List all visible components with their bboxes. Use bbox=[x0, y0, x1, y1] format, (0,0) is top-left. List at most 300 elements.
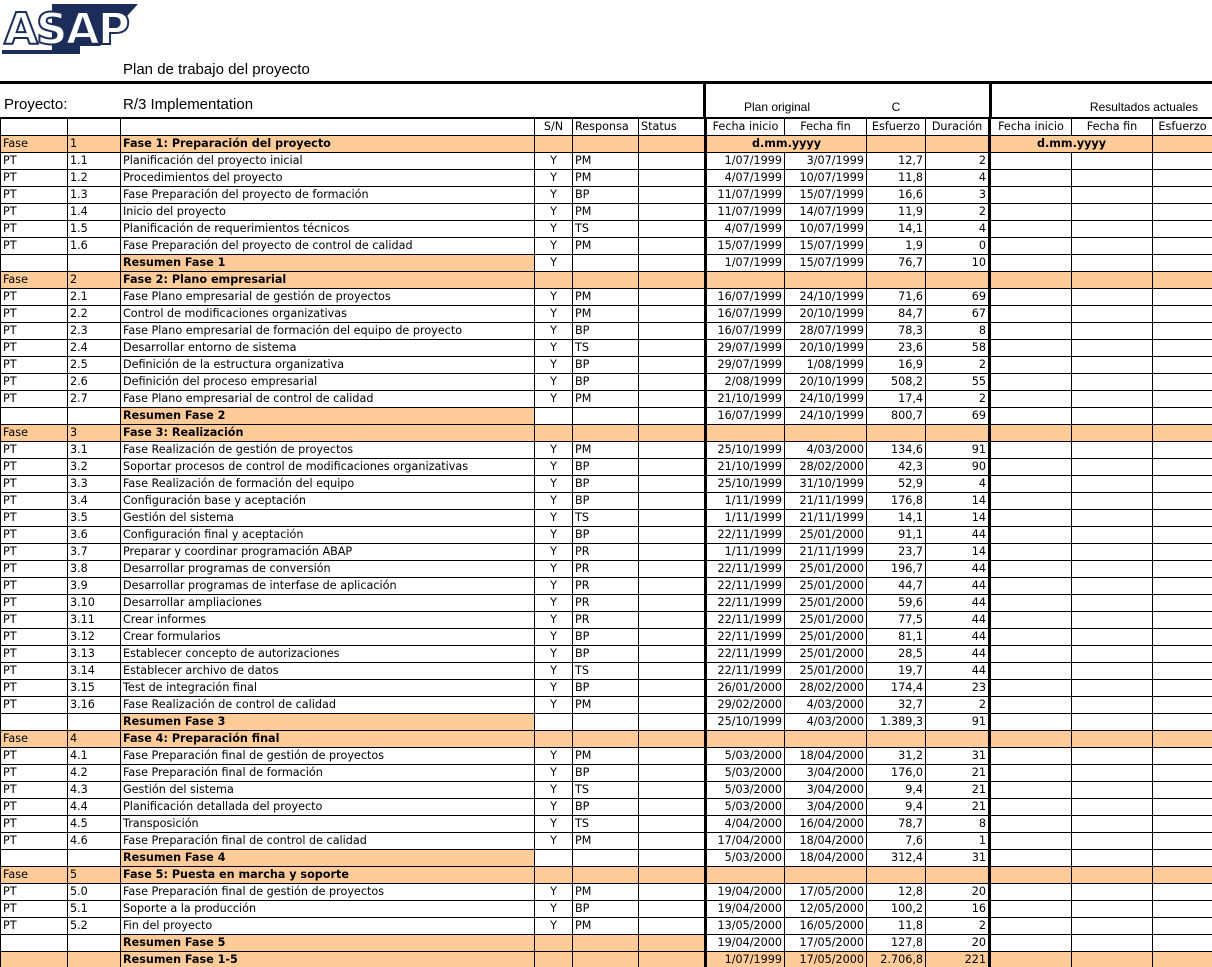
row-sn: Y bbox=[535, 884, 573, 901]
row-duration: 55 bbox=[926, 374, 990, 391]
row-actual-effort bbox=[1153, 816, 1212, 833]
row-end: 20/10/1999 bbox=[785, 306, 867, 323]
task-row bbox=[1, 782, 1212, 799]
row-start: 21/10/1999 bbox=[706, 391, 785, 408]
row-start: 26/01/2000 bbox=[706, 680, 785, 697]
row-responsible: BP bbox=[573, 187, 639, 204]
row-actual-start bbox=[990, 782, 1072, 799]
row-actual-start bbox=[990, 238, 1072, 255]
row-start: 11/07/1999 bbox=[706, 204, 785, 221]
row-id: 4 bbox=[68, 731, 121, 748]
row-actual-start bbox=[990, 340, 1072, 357]
row-actual-start bbox=[990, 510, 1072, 527]
row-actual-end bbox=[1072, 374, 1153, 391]
row-end: 24/10/1999 bbox=[785, 408, 867, 425]
results-actual-label: Resultados actuales bbox=[1089, 100, 1198, 114]
row-actual-end bbox=[1072, 918, 1153, 935]
row-actual-start bbox=[990, 680, 1072, 697]
row-description: Fase Preparación final de gestión de proyectos bbox=[121, 748, 535, 765]
row-start bbox=[706, 272, 785, 289]
row-status bbox=[639, 187, 706, 204]
row-end: 15/07/1999 bbox=[785, 187, 867, 204]
row-actual-start bbox=[990, 952, 1072, 967]
row-id: 1.1 bbox=[68, 153, 121, 170]
row-description: Fase 3: Realización bbox=[121, 425, 535, 442]
row-responsible: PM bbox=[573, 697, 639, 714]
row-type: PT bbox=[1, 816, 68, 833]
phase-row bbox=[1, 425, 1212, 442]
row-sn: Y bbox=[535, 153, 573, 170]
row-type: PT bbox=[1, 493, 68, 510]
row-start: 22/11/1999 bbox=[706, 612, 785, 629]
row-sn: Y bbox=[535, 476, 573, 493]
row-description: Resumen Fase 5 bbox=[121, 935, 535, 952]
row-duration: 221 bbox=[926, 952, 990, 967]
task-row bbox=[1, 612, 1212, 629]
row-duration: 44 bbox=[926, 612, 990, 629]
row-end: 16/04/2000 bbox=[785, 816, 867, 833]
row-sn: Y bbox=[535, 680, 573, 697]
row-description: Resumen Fase 1 bbox=[121, 255, 535, 272]
row-description: Planificación de requerimientos técnicos bbox=[121, 221, 535, 238]
row-id: 1.2 bbox=[68, 170, 121, 187]
row-start: 21/10/1999 bbox=[706, 459, 785, 476]
row-actual-start bbox=[990, 816, 1072, 833]
row-actual-effort bbox=[1153, 442, 1212, 459]
row-sn: Y bbox=[535, 799, 573, 816]
row-actual-end bbox=[1072, 442, 1153, 459]
row-actual-effort bbox=[1153, 799, 1212, 816]
row-description: Fase 1: Preparación del proyecto bbox=[121, 136, 535, 153]
row-status bbox=[639, 289, 706, 306]
row-end: 3/04/2000 bbox=[785, 765, 867, 782]
row-effort: 196,7 bbox=[867, 561, 926, 578]
row-end: 28/07/1999 bbox=[785, 323, 867, 340]
row-end bbox=[785, 425, 867, 442]
row-responsible: PR bbox=[573, 561, 639, 578]
row-actual-start: d.mm.yyyy bbox=[990, 136, 1153, 153]
asap-logo bbox=[0, 0, 140, 58]
row-type: PT bbox=[1, 782, 68, 799]
row-end bbox=[785, 272, 867, 289]
summary-row bbox=[1, 408, 1212, 425]
row-duration: 44 bbox=[926, 578, 990, 595]
row-actual-end bbox=[1072, 527, 1153, 544]
row-id: 3.16 bbox=[68, 697, 121, 714]
row-type: PT bbox=[1, 748, 68, 765]
row-actual-effort bbox=[1153, 289, 1212, 306]
row-sn: Y bbox=[535, 357, 573, 374]
row-status bbox=[639, 884, 706, 901]
row-responsible: PR bbox=[573, 612, 639, 629]
row-start: 4/07/1999 bbox=[706, 221, 785, 238]
row-actual-start bbox=[990, 578, 1072, 595]
row-actual-end bbox=[1072, 578, 1153, 595]
row-responsible bbox=[573, 272, 639, 289]
row-effort bbox=[867, 272, 926, 289]
row-effort: 12,7 bbox=[867, 153, 926, 170]
row-sn: Y bbox=[535, 323, 573, 340]
row-duration: 0 bbox=[926, 238, 990, 255]
row-responsible: PM bbox=[573, 238, 639, 255]
row-effort: 17,4 bbox=[867, 391, 926, 408]
task-row bbox=[1, 493, 1212, 510]
row-id bbox=[68, 408, 121, 425]
row-effort: 16,9 bbox=[867, 357, 926, 374]
row-sn: Y bbox=[535, 170, 573, 187]
row-end: 12/05/2000 bbox=[785, 901, 867, 918]
row-effort: 176,0 bbox=[867, 765, 926, 782]
row-end: 17/05/2000 bbox=[785, 884, 867, 901]
row-sn: Y bbox=[535, 561, 573, 578]
row-duration: 1 bbox=[926, 833, 990, 850]
summary-row bbox=[1, 935, 1212, 952]
row-start: 5/03/2000 bbox=[706, 782, 785, 799]
row-effort: 42,3 bbox=[867, 459, 926, 476]
row-type: PT bbox=[1, 578, 68, 595]
row-actual-start bbox=[990, 544, 1072, 561]
row-responsible: PM bbox=[573, 884, 639, 901]
row-duration: 67 bbox=[926, 306, 990, 323]
row-end: 16/05/2000 bbox=[785, 918, 867, 935]
row-duration: 14 bbox=[926, 544, 990, 561]
row-duration: 44 bbox=[926, 646, 990, 663]
row-status bbox=[639, 867, 706, 884]
row-effort: 59,6 bbox=[867, 595, 926, 612]
row-duration: 69 bbox=[926, 408, 990, 425]
row-type: PT bbox=[1, 476, 68, 493]
col-header-type bbox=[1, 119, 68, 136]
row-actual-effort bbox=[1153, 952, 1212, 967]
task-row bbox=[1, 374, 1212, 391]
row-sn: Y bbox=[535, 833, 573, 850]
row-actual-effort bbox=[1153, 697, 1212, 714]
row-duration bbox=[926, 136, 990, 153]
row-actual-effort bbox=[1153, 850, 1212, 867]
row-sn: Y bbox=[535, 646, 573, 663]
row-id: 2.5 bbox=[68, 357, 121, 374]
row-type bbox=[1, 255, 68, 272]
row-actual-start bbox=[990, 646, 1072, 663]
row-actual-start bbox=[990, 901, 1072, 918]
row-end bbox=[785, 867, 867, 884]
row-end: 24/10/1999 bbox=[785, 391, 867, 408]
row-description: Preparar y coordinar programación ABAP bbox=[121, 544, 535, 561]
row-description: Desarrollar programas de interfase de aplicación bbox=[121, 578, 535, 595]
task-row bbox=[1, 680, 1212, 697]
project-label: Proyecto: bbox=[4, 96, 68, 113]
row-effort bbox=[867, 136, 926, 153]
row-responsible: PM bbox=[573, 391, 639, 408]
row-actual-start bbox=[990, 697, 1072, 714]
row-start: 22/11/1999 bbox=[706, 595, 785, 612]
row-duration bbox=[926, 272, 990, 289]
row-sn: Y bbox=[535, 238, 573, 255]
row-actual-start bbox=[990, 731, 1072, 748]
row-effort: 23,6 bbox=[867, 340, 926, 357]
task-row bbox=[1, 527, 1212, 544]
row-id: 2.2 bbox=[68, 306, 121, 323]
row-id bbox=[68, 850, 121, 867]
work-plan-table bbox=[0, 118, 1212, 967]
row-duration: 8 bbox=[926, 323, 990, 340]
row-id: 3.2 bbox=[68, 459, 121, 476]
row-description: Desarrollar ampliaciones bbox=[121, 595, 535, 612]
row-actual-end bbox=[1072, 799, 1153, 816]
row-actual-end bbox=[1072, 748, 1153, 765]
row-start bbox=[706, 867, 785, 884]
col-header-id bbox=[68, 119, 121, 136]
row-sn: Y bbox=[535, 459, 573, 476]
task-row bbox=[1, 629, 1212, 646]
row-actual-effort bbox=[1153, 748, 1212, 765]
row-type: Fase bbox=[1, 731, 68, 748]
row-description: Fase Preparación final de formación bbox=[121, 765, 535, 782]
row-responsible: TS bbox=[573, 510, 639, 527]
row-responsible: PM bbox=[573, 833, 639, 850]
row-actual-effort bbox=[1153, 391, 1212, 408]
row-actual-effort bbox=[1153, 187, 1212, 204]
row-actual-start bbox=[990, 255, 1072, 272]
row-actual-effort bbox=[1153, 510, 1212, 527]
task-row bbox=[1, 306, 1212, 323]
row-actual-start bbox=[990, 442, 1072, 459]
row-actual-end bbox=[1072, 425, 1153, 442]
row-start: 16/07/1999 bbox=[706, 408, 785, 425]
row-status bbox=[639, 527, 706, 544]
row-id: 3.6 bbox=[68, 527, 121, 544]
row-id: 3.13 bbox=[68, 646, 121, 663]
row-actual-end bbox=[1072, 340, 1153, 357]
row-end: 21/11/1999 bbox=[785, 544, 867, 561]
divider-plan-left bbox=[703, 81, 706, 119]
row-id: 2.4 bbox=[68, 340, 121, 357]
row-end: 3/04/2000 bbox=[785, 782, 867, 799]
row-responsible bbox=[573, 952, 639, 967]
task-row bbox=[1, 323, 1212, 340]
row-start bbox=[706, 731, 785, 748]
row-sn bbox=[535, 272, 573, 289]
row-effort: 312,4 bbox=[867, 850, 926, 867]
row-sn: Y bbox=[535, 629, 573, 646]
row-type: PT bbox=[1, 442, 68, 459]
row-actual-start bbox=[990, 272, 1072, 289]
row-actual-effort bbox=[1153, 833, 1212, 850]
row-end: 17/05/2000 bbox=[785, 935, 867, 952]
row-duration: 2 bbox=[926, 697, 990, 714]
row-duration bbox=[926, 731, 990, 748]
row-status bbox=[639, 459, 706, 476]
row-actual-effort bbox=[1153, 527, 1212, 544]
row-description: Definición del proceso empresarial bbox=[121, 374, 535, 391]
row-status bbox=[639, 391, 706, 408]
row-type: PT bbox=[1, 170, 68, 187]
row-status bbox=[639, 680, 706, 697]
row-effort: 11,9 bbox=[867, 204, 926, 221]
row-type: Fase bbox=[1, 272, 68, 289]
row-actual-end bbox=[1072, 544, 1153, 561]
row-responsible: BP bbox=[573, 374, 639, 391]
row-status bbox=[639, 952, 706, 967]
row-actual-end bbox=[1072, 833, 1153, 850]
row-description: Crear informes bbox=[121, 612, 535, 629]
row-status bbox=[639, 153, 706, 170]
row-status bbox=[639, 799, 706, 816]
row-status bbox=[639, 612, 706, 629]
row-type bbox=[1, 850, 68, 867]
row-duration: 2 bbox=[926, 357, 990, 374]
row-actual-end bbox=[1072, 170, 1153, 187]
row-id: 4.1 bbox=[68, 748, 121, 765]
row-duration: 3 bbox=[926, 187, 990, 204]
row-description: Inicio del proyecto bbox=[121, 204, 535, 221]
row-actual-start bbox=[990, 918, 1072, 935]
task-row bbox=[1, 510, 1212, 527]
row-actual-end bbox=[1072, 629, 1153, 646]
row-actual-end bbox=[1072, 697, 1153, 714]
row-actual-start bbox=[990, 289, 1072, 306]
row-sn bbox=[535, 952, 573, 967]
row-start: 16/07/1999 bbox=[706, 289, 785, 306]
row-effort: 800,7 bbox=[867, 408, 926, 425]
row-id: 3.14 bbox=[68, 663, 121, 680]
col-header-resp: Responsa bbox=[573, 119, 639, 136]
row-duration: 44 bbox=[926, 663, 990, 680]
row-sn: Y bbox=[535, 340, 573, 357]
task-row bbox=[1, 204, 1212, 221]
row-actual-end bbox=[1072, 782, 1153, 799]
row-sn: Y bbox=[535, 663, 573, 680]
row-sn bbox=[535, 731, 573, 748]
row-description: Definición de la estructura organizativa bbox=[121, 357, 535, 374]
row-status bbox=[639, 816, 706, 833]
row-sn bbox=[535, 867, 573, 884]
row-actual-effort bbox=[1153, 255, 1212, 272]
row-status bbox=[639, 357, 706, 374]
task-row bbox=[1, 748, 1212, 765]
row-start: 1/07/1999 bbox=[706, 255, 785, 272]
row-status bbox=[639, 561, 706, 578]
row-start: 19/04/2000 bbox=[706, 935, 785, 952]
row-sn bbox=[535, 850, 573, 867]
row-effort: 1,9 bbox=[867, 238, 926, 255]
row-actual-start bbox=[990, 323, 1072, 340]
divider-results-left bbox=[989, 81, 992, 119]
row-actual-effort bbox=[1153, 323, 1212, 340]
row-status bbox=[639, 238, 706, 255]
row-end: 28/02/2000 bbox=[785, 680, 867, 697]
row-sn: Y bbox=[535, 816, 573, 833]
row-end: 21/11/1999 bbox=[785, 510, 867, 527]
row-description: Gestión del sistema bbox=[121, 510, 535, 527]
row-type: PT bbox=[1, 391, 68, 408]
row-actual-start bbox=[990, 357, 1072, 374]
row-duration: 10 bbox=[926, 255, 990, 272]
row-responsible: PM bbox=[573, 306, 639, 323]
row-actual-start bbox=[990, 765, 1072, 782]
row-actual-end bbox=[1072, 187, 1153, 204]
row-start: 5/03/2000 bbox=[706, 799, 785, 816]
row-actual-effort bbox=[1153, 374, 1212, 391]
row-id bbox=[68, 952, 121, 967]
row-duration: 2 bbox=[926, 204, 990, 221]
row-responsible: TS bbox=[573, 663, 639, 680]
row-actual-effort bbox=[1153, 476, 1212, 493]
task-row bbox=[1, 544, 1212, 561]
row-start: 4/07/1999 bbox=[706, 170, 785, 187]
row-type: PT bbox=[1, 612, 68, 629]
plan-original-label: Plan original bbox=[743, 100, 811, 114]
row-start: 5/03/2000 bbox=[706, 748, 785, 765]
row-id: 2.6 bbox=[68, 374, 121, 391]
plan-c-label: C bbox=[891, 100, 901, 114]
row-start: 1/11/1999 bbox=[706, 544, 785, 561]
row-type: PT bbox=[1, 697, 68, 714]
row-type bbox=[1, 935, 68, 952]
row-duration: 2 bbox=[926, 391, 990, 408]
page-title: Plan de trabajo del proyecto bbox=[123, 61, 310, 78]
row-actual-start bbox=[990, 391, 1072, 408]
summary-row bbox=[1, 850, 1212, 867]
row-effort: 100,2 bbox=[867, 901, 926, 918]
row-type: PT bbox=[1, 306, 68, 323]
row-id: 5.0 bbox=[68, 884, 121, 901]
row-actual-end bbox=[1072, 153, 1153, 170]
row-duration: 44 bbox=[926, 527, 990, 544]
row-description: Planificación detallada del proyecto bbox=[121, 799, 535, 816]
row-description: Establecer archivo de datos bbox=[121, 663, 535, 680]
row-sn: Y bbox=[535, 612, 573, 629]
logo-text: ASAP bbox=[4, 4, 129, 55]
row-sn: Y bbox=[535, 255, 573, 272]
row-end: 25/01/2000 bbox=[785, 663, 867, 680]
row-sn bbox=[535, 136, 573, 153]
row-type: PT bbox=[1, 357, 68, 374]
row-actual-start bbox=[990, 850, 1072, 867]
row-responsible: PR bbox=[573, 578, 639, 595]
row-start: 4/04/2000 bbox=[706, 816, 785, 833]
row-responsible: PM bbox=[573, 204, 639, 221]
row-status bbox=[639, 935, 706, 952]
row-actual-end bbox=[1072, 816, 1153, 833]
row-id bbox=[68, 255, 121, 272]
row-end: 3/04/2000 bbox=[785, 799, 867, 816]
row-actual-start bbox=[990, 204, 1072, 221]
row-id: 3.7 bbox=[68, 544, 121, 561]
row-status bbox=[639, 323, 706, 340]
row-start: 16/07/1999 bbox=[706, 323, 785, 340]
col-header-actual-effort: Esfuerzo bbox=[1153, 119, 1212, 136]
col-header-start: Fecha inicio bbox=[706, 119, 785, 136]
row-end: 15/07/1999 bbox=[785, 255, 867, 272]
row-end: 18/04/2000 bbox=[785, 850, 867, 867]
row-actual-effort bbox=[1153, 493, 1212, 510]
row-description: Transposición bbox=[121, 816, 535, 833]
row-status bbox=[639, 748, 706, 765]
row-id: 2 bbox=[68, 272, 121, 289]
row-actual-end bbox=[1072, 663, 1153, 680]
task-row bbox=[1, 901, 1212, 918]
row-responsible: BP bbox=[573, 629, 639, 646]
row-actual-effort bbox=[1153, 918, 1212, 935]
row-effort: 176,8 bbox=[867, 493, 926, 510]
row-effort: 134,6 bbox=[867, 442, 926, 459]
row-duration: 58 bbox=[926, 340, 990, 357]
row-actual-start bbox=[990, 527, 1072, 544]
row-sn: Y bbox=[535, 391, 573, 408]
row-effort: 14,1 bbox=[867, 510, 926, 527]
row-responsible: BP bbox=[573, 901, 639, 918]
